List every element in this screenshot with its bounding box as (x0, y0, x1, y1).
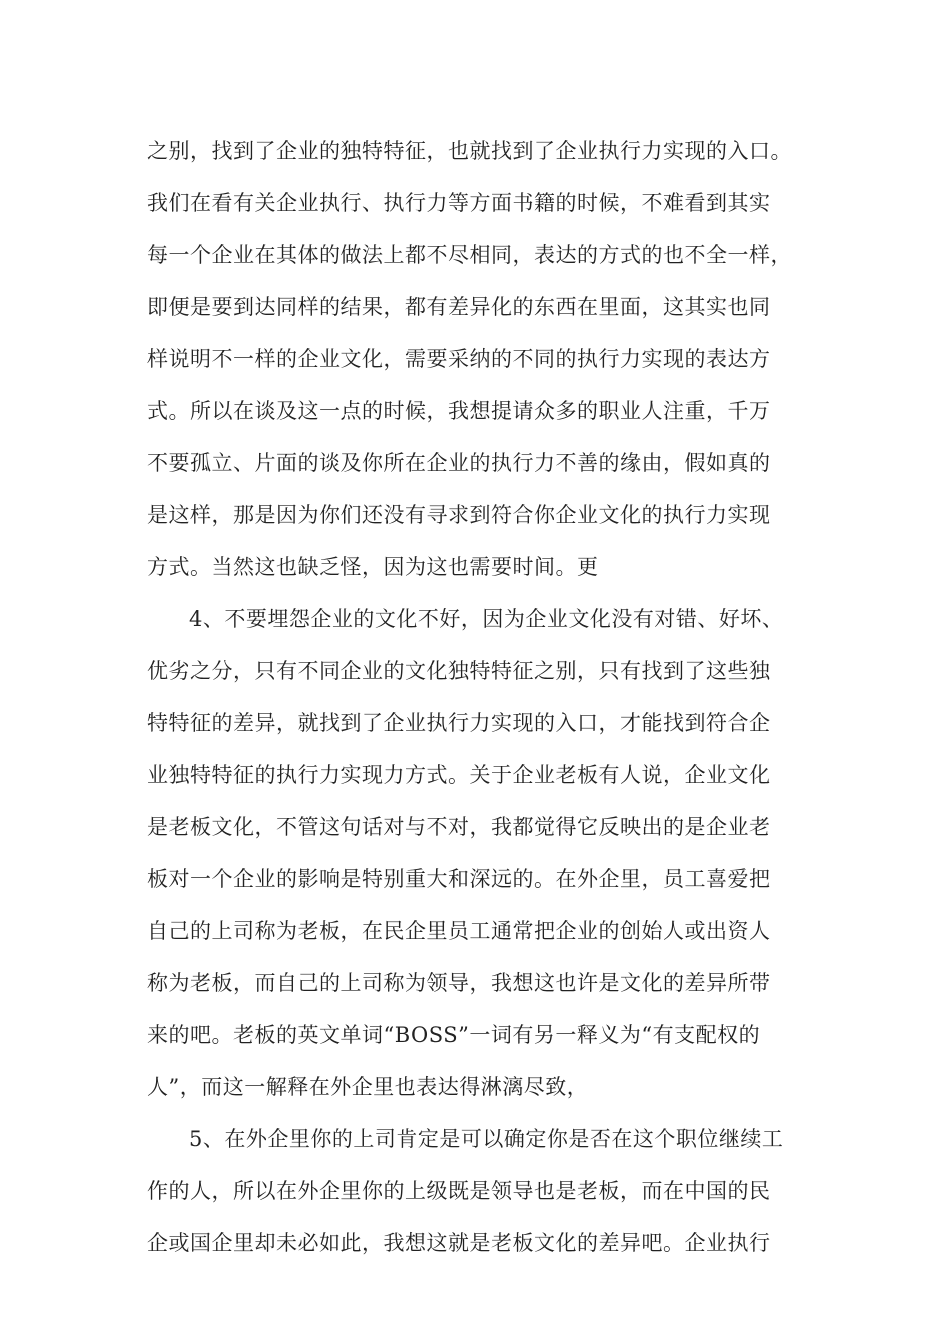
text-line: 方式。当然这也缺乏怪，因为这也需要时间。更 (147, 555, 599, 579)
text-line: 自己的上司称为老板，在民企里员工通常把企业的创始人或出资人 (147, 919, 771, 943)
text-line: 我们在看有关企业执行、执行力等方面书籍的时候，不难看到其实 (147, 191, 771, 215)
text-line: 业独特特征的执行力实现力方式。关于企业老板有人说，企业文化 (147, 763, 771, 787)
text-line: 是老板文化，不管这句话对与不对，我都觉得它反映出的是企业老 (147, 815, 771, 839)
text-line: 称为老板，而自己的上司称为领导，我想这也许是文化的差异所带 (147, 971, 771, 995)
text-line: 即便是要到达同样的结果，都有差异化的东西在里面，这其实也同 (147, 295, 771, 319)
text-line: 来的吧。老板的英文单词“BOSS”一词有另一释义为“有支配权的 (147, 1023, 761, 1047)
paragraph-4-first-line: 4、不要埋怨企业的文化不好，因为企业文化没有对错、好坏、 (189, 607, 784, 631)
text-line: 企或国企里却未必如此，我想这就是老板文化的差异吧。企业执行 (147, 1231, 771, 1255)
paragraph-5-first-line: 5、在外企里你的上司肯定是可以确定你是否在这个职位继续工 (189, 1127, 784, 1151)
text-line: 是这样，那是因为你们还没有寻求到符合你企业文化的执行力实现 (147, 503, 771, 527)
text-line: 特特征的差异，就找到了企业执行力实现的入口，才能找到符合企 (147, 711, 771, 735)
text-line: 每一个企业在其体的做法上都不尽相同，表达的方式的也不全一样， (147, 243, 792, 267)
text-line: 样说明不一样的企业文化，需要采纳的不同的执行力实现的表达方 (147, 347, 771, 371)
text-line: 优劣之分，只有不同企业的文化独特特征之别，只有找到了这些独 (147, 659, 771, 683)
text-line: 不要孤立、片面的谈及你所在企业的执行力不善的缘由，假如真的 (147, 451, 771, 475)
text-line: 人”，而这一解释在外企里也表达得淋漓尽致， (147, 1075, 589, 1099)
text-line: 板对一个企业的影响是特别重大和深远的。在外企里，员工喜爱把 (147, 867, 771, 891)
text-line: 之别，找到了企业的独特特征，也就找到了企业执行力实现的入口。 (147, 139, 792, 163)
text-line: 作的人，所以在外企里你的上级既是领导也是老板，而在中国的民 (147, 1179, 771, 1203)
text-line: 式。所以在谈及这一点的时候，我想提请众多的职业人注重，千万 (147, 399, 771, 423)
document-body (147, 125, 847, 1269)
